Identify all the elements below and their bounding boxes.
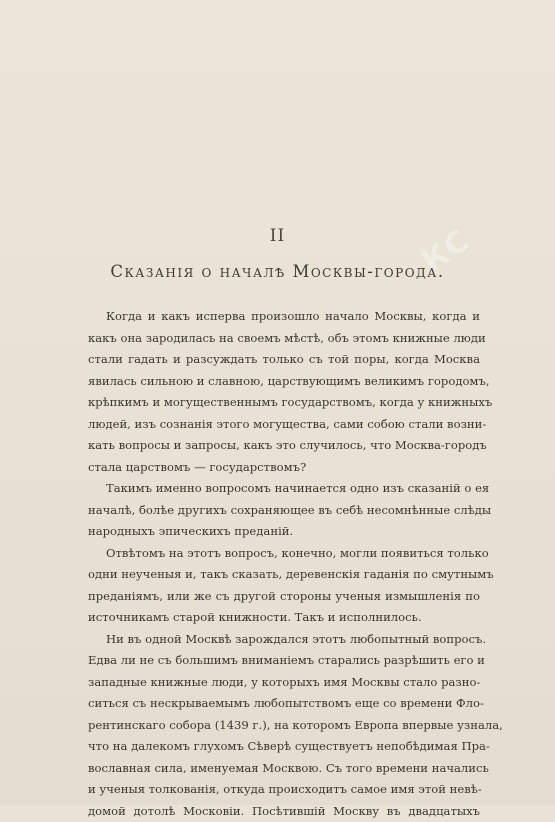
text-line: стали гадать и разсуждать только съ той поры, когда Москва [88, 349, 480, 371]
text-line: Ни въ одной Москвѣ зарождался этотъ любопытный вопросъ. [88, 629, 480, 651]
text-line: ситься съ нескрываемымъ любопытствомъ еще со времени Фло- [88, 693, 480, 715]
body-text [88, 306, 480, 822]
text-line: Едва ли не съ большимъ вниманіемъ старались разрѣшить его и [88, 650, 480, 672]
text-line: и ученыя толкованія, откуда происходитъ самое имя этой невѣ- [88, 779, 480, 801]
text-line: западные книжные люди, у которыхъ имя Москвы стало разно- [88, 672, 480, 694]
chapter-number: II [0, 226, 555, 246]
text-line: Когда и какъ исперва произошло начало Москвы, когда и [88, 306, 480, 328]
text-line: крѣпкимъ и могущественнымъ государствомъ, когда у книжныхъ [88, 392, 480, 414]
text-line: народныхъ эпическихъ преданій. [88, 521, 480, 543]
text-line: явилась сильною и славною, царствующимъ великимъ городомъ, [88, 371, 480, 393]
text-line: что на далекомъ глухомъ Сѣверѣ существуетъ непобѣдимая Пра- [88, 736, 480, 758]
watermark: КС [416, 188, 535, 292]
text-line: одни неученыя и, такъ сказать, деревенскія гаданія по смутнымъ [88, 564, 480, 586]
text-line: домой дотолѣ Московіи. Посѣтившій Москву въ двадцатыхъ [88, 801, 480, 822]
text-line: источникамъ старой книжности. Такъ и исполнилось. [88, 607, 480, 629]
text-line: началѣ, болѣе другихъ сохраняющее въ себѣ несомнѣнные слѣды [88, 500, 480, 522]
text-line: вославная сила, именуемая Москвою. Съ того времени начались [88, 758, 480, 780]
text-line: преданіямъ, или же съ другой стороны ученыя измышленія по [88, 586, 480, 608]
text-line: какъ она зародилась на своемъ мѣстѣ, объ этомъ книжные люди [88, 328, 480, 350]
chapter-title: Сказанія о началѣ Москвы-города. [0, 262, 555, 281]
text-line: стала царствомъ — государствомъ? [88, 457, 480, 479]
text-line: людей, изъ сознанія этого могущества, сами собою стали возни- [88, 414, 480, 436]
text-line: Отвѣтомъ на этотъ вопросъ, конечно, могли появиться только [88, 543, 480, 565]
text-line: рентинскаго собора (1439 г.), на которомъ Европа впервые узнала, [88, 715, 480, 737]
text-line: Такимъ именно вопросомъ начинается одно изъ сказаній о ея [88, 478, 480, 500]
text-line: кать вопросы и запросы, какъ это случилось, что Москва-городъ [88, 435, 480, 457]
